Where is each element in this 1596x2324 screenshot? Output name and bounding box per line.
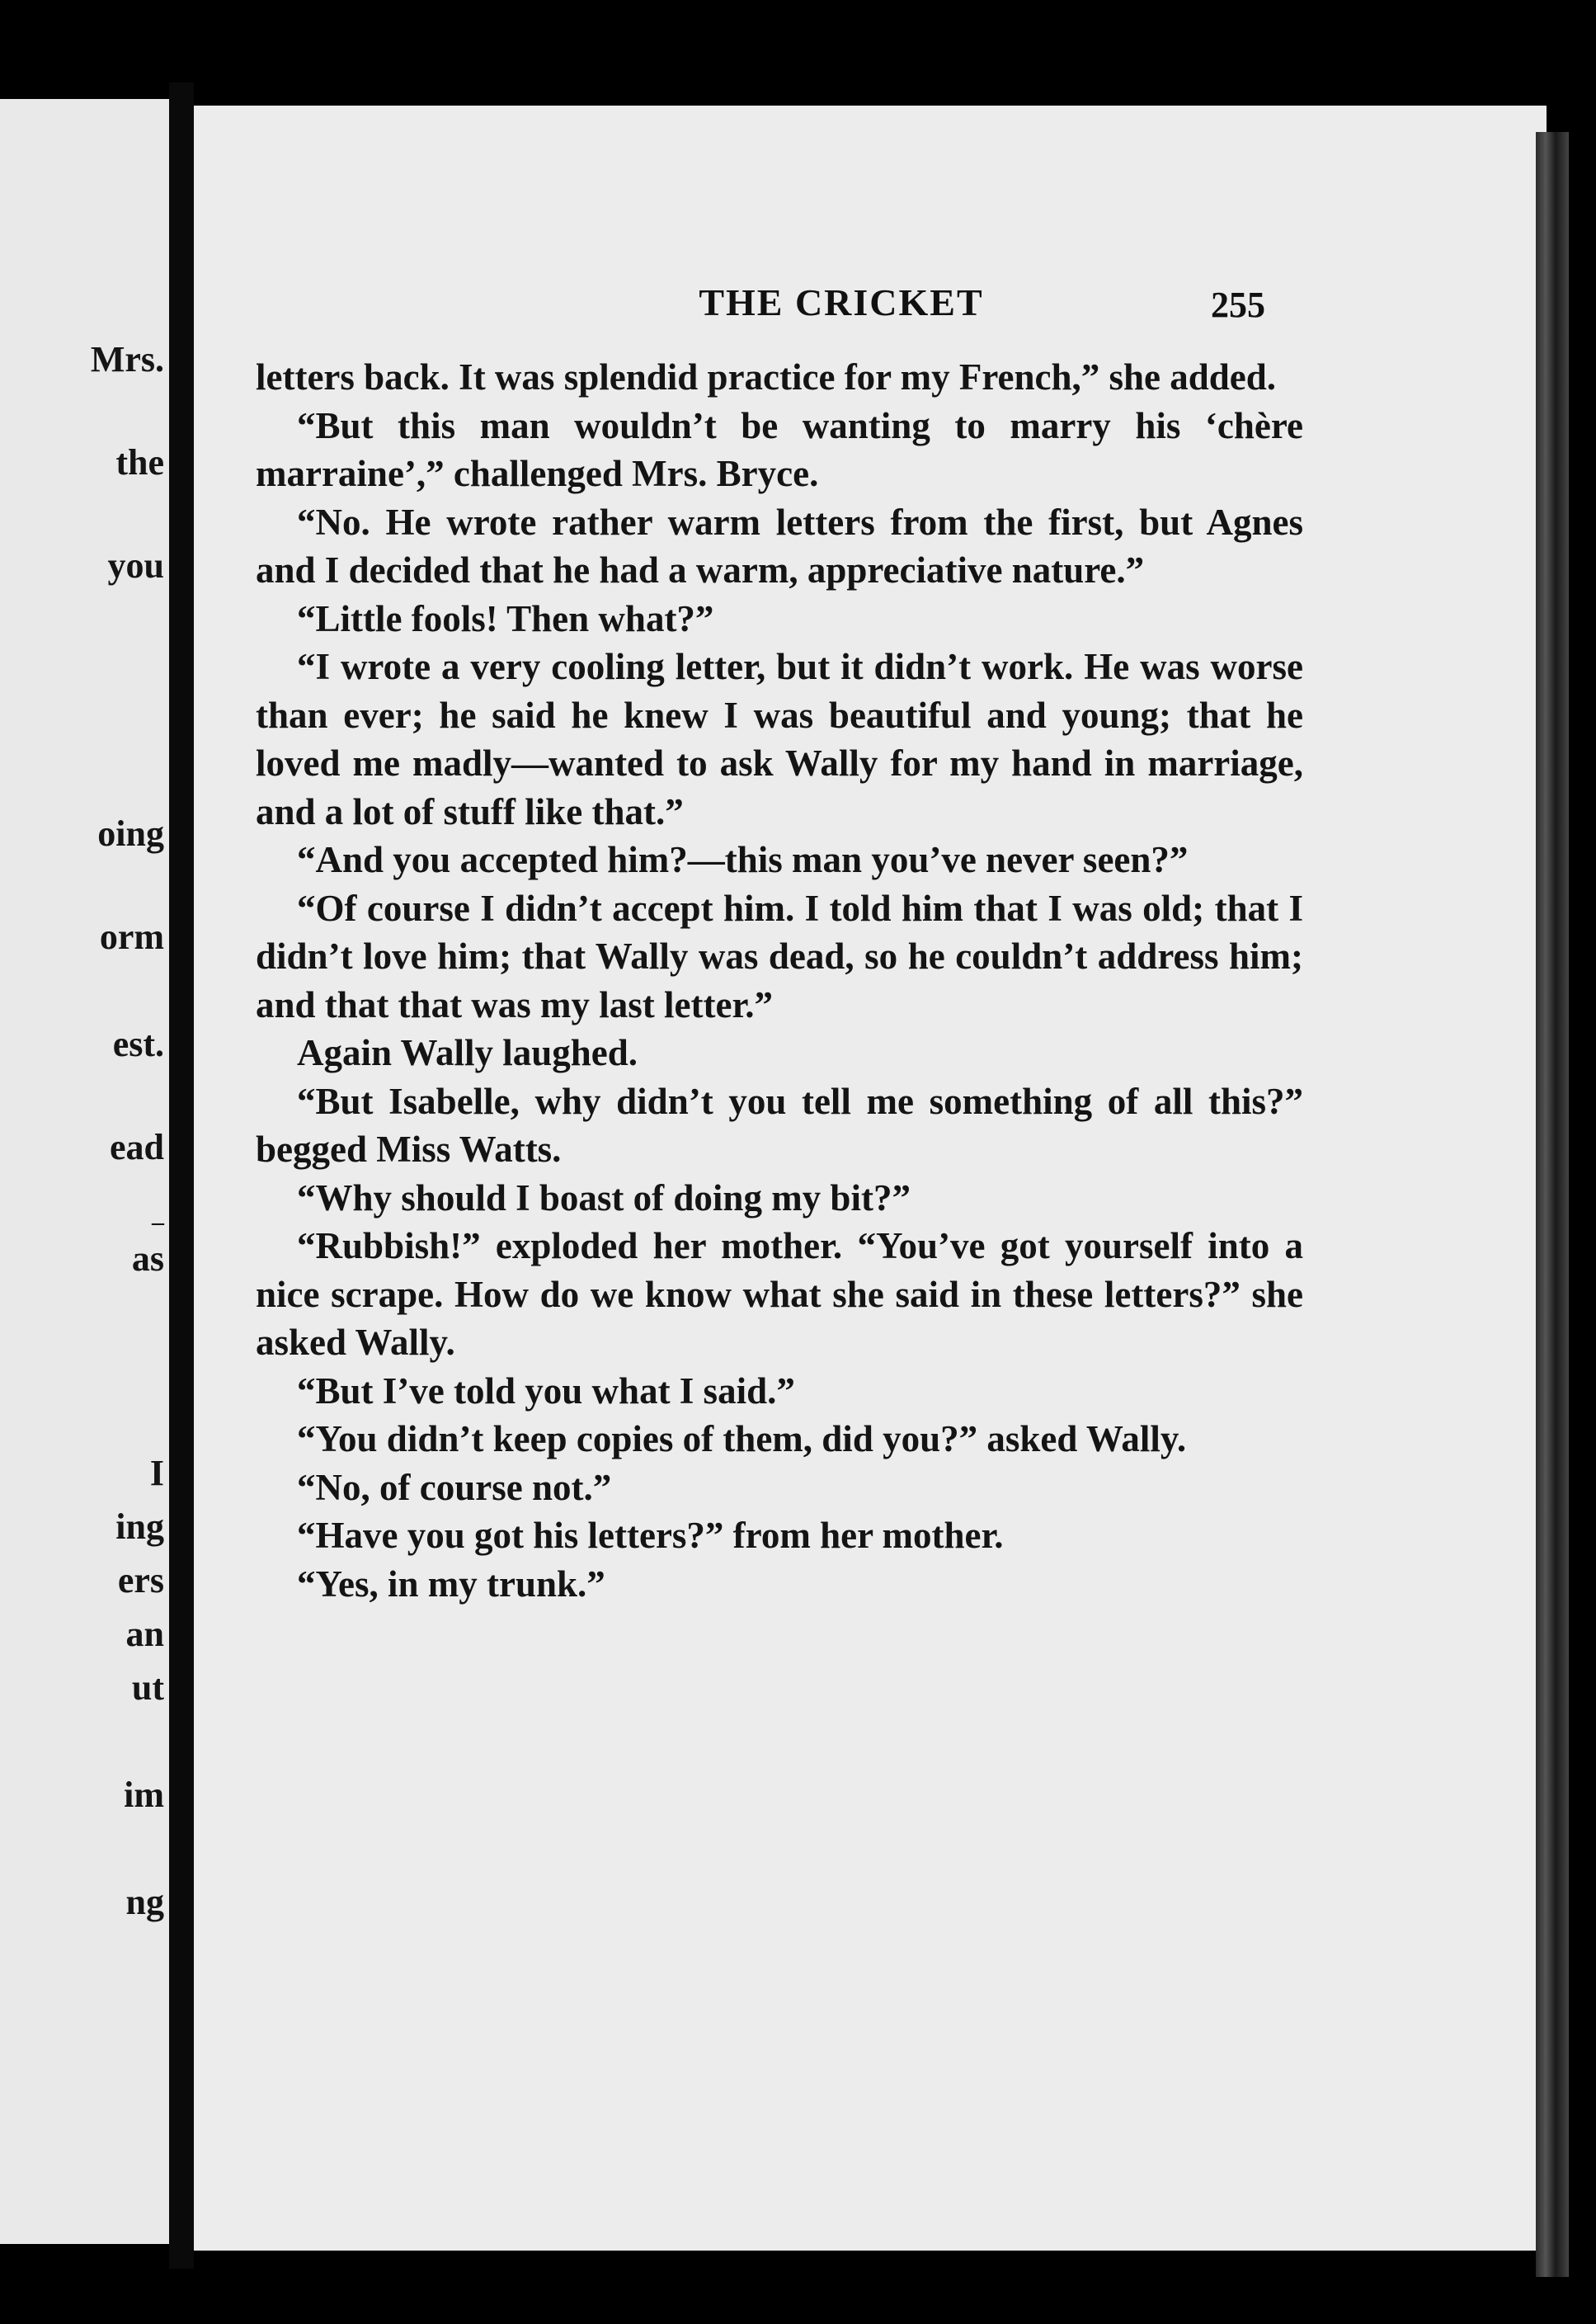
paragraph: “No, of course not.” bbox=[297, 1466, 612, 1508]
left-fragment-line: you bbox=[107, 545, 164, 586]
page-number: 255 bbox=[1211, 285, 1265, 325]
paragraph: “You didn’t keep copies of them, did you?” asked Wally. bbox=[297, 1418, 1187, 1459]
body-text bbox=[256, 353, 1303, 1608]
paragraph: “I wrote a very cooling letter, but it didn’t work. He was worse than ever; he said he knew I was beautiful and young; that he loved me madly—wanted to ask Wally for my hand in marriage, and a lot of stuff like that.” bbox=[256, 646, 1303, 832]
paragraph: “But this man wouldn’t be wanting to marry his ‘chère marraine’,” challenged Mrs. Bryce. bbox=[256, 404, 1303, 494]
left-fragment-line: an bbox=[125, 1614, 164, 1654]
left-fragment-line: – bbox=[152, 1209, 164, 1236]
left-fragment-line: oing bbox=[97, 813, 164, 854]
left-fragment-line: orm bbox=[99, 917, 164, 957]
paragraph: “But I’ve told you what I said.” bbox=[297, 1369, 795, 1412]
left-fragment-line: im bbox=[124, 1775, 164, 1815]
paragraph: “And you accepted him?—this man you’ve never seen?” bbox=[297, 839, 1189, 880]
paragraph: Again Wally laughed. bbox=[297, 1032, 638, 1073]
left-fragment-line: Mrs. bbox=[90, 339, 164, 379]
paragraph: “Yes, in my trunk.” bbox=[297, 1563, 605, 1605]
paragraph: letters back. It was splendid practice for my French,” she added. bbox=[256, 356, 1277, 398]
left-fragment-line: as bbox=[131, 1238, 164, 1279]
paragraph: “Why should I boast of doing my bit?” bbox=[297, 1176, 911, 1219]
paragraph: “But Isabelle, why didn’t you tell me something of all this?” begged Miss Watts. bbox=[256, 1080, 1303, 1170]
left-fragment-line: ng bbox=[125, 1882, 164, 1922]
running-head-title: THE CRICKET bbox=[699, 281, 984, 323]
left-fragment-line: I bbox=[149, 1453, 164, 1493]
left-fragment-line: the bbox=[115, 442, 164, 483]
left-fragment-line: est. bbox=[112, 1024, 164, 1064]
paragraph: “No. He wrote rather warm letters from the first, but Agnes and I decided that he had a warm, appreciative nature.” bbox=[256, 501, 1303, 591]
paragraph: “Of course I didn’t accept him. I told him that I was old; that I didn’t love him; that Wally was dead, so he couldn’t address him; and that that was my last letter.” bbox=[256, 887, 1303, 1025]
paragraph: “Little fools! Then what?” bbox=[297, 597, 714, 639]
page-edge bbox=[1536, 132, 1569, 2277]
left-fragment-line: ing bbox=[115, 1506, 164, 1547]
left-fragment-line: ead bbox=[110, 1127, 164, 1167]
paragraph: “Have you got his letters?” from her mother. bbox=[297, 1515, 1004, 1556]
previous-page-fragment bbox=[0, 99, 169, 2244]
running-head bbox=[194, 280, 1547, 330]
left-fragment-line: ers bbox=[117, 1560, 164, 1600]
left-fragment-line: ut bbox=[131, 1667, 164, 1708]
book-page bbox=[194, 106, 1547, 2251]
paragraph: “Rubbish!” exploded her mother. “You’ve got yourself into a nice scrape. How do we know what she said in these letters?” she asked Wally. bbox=[256, 1225, 1303, 1363]
book-gutter bbox=[169, 82, 194, 2269]
